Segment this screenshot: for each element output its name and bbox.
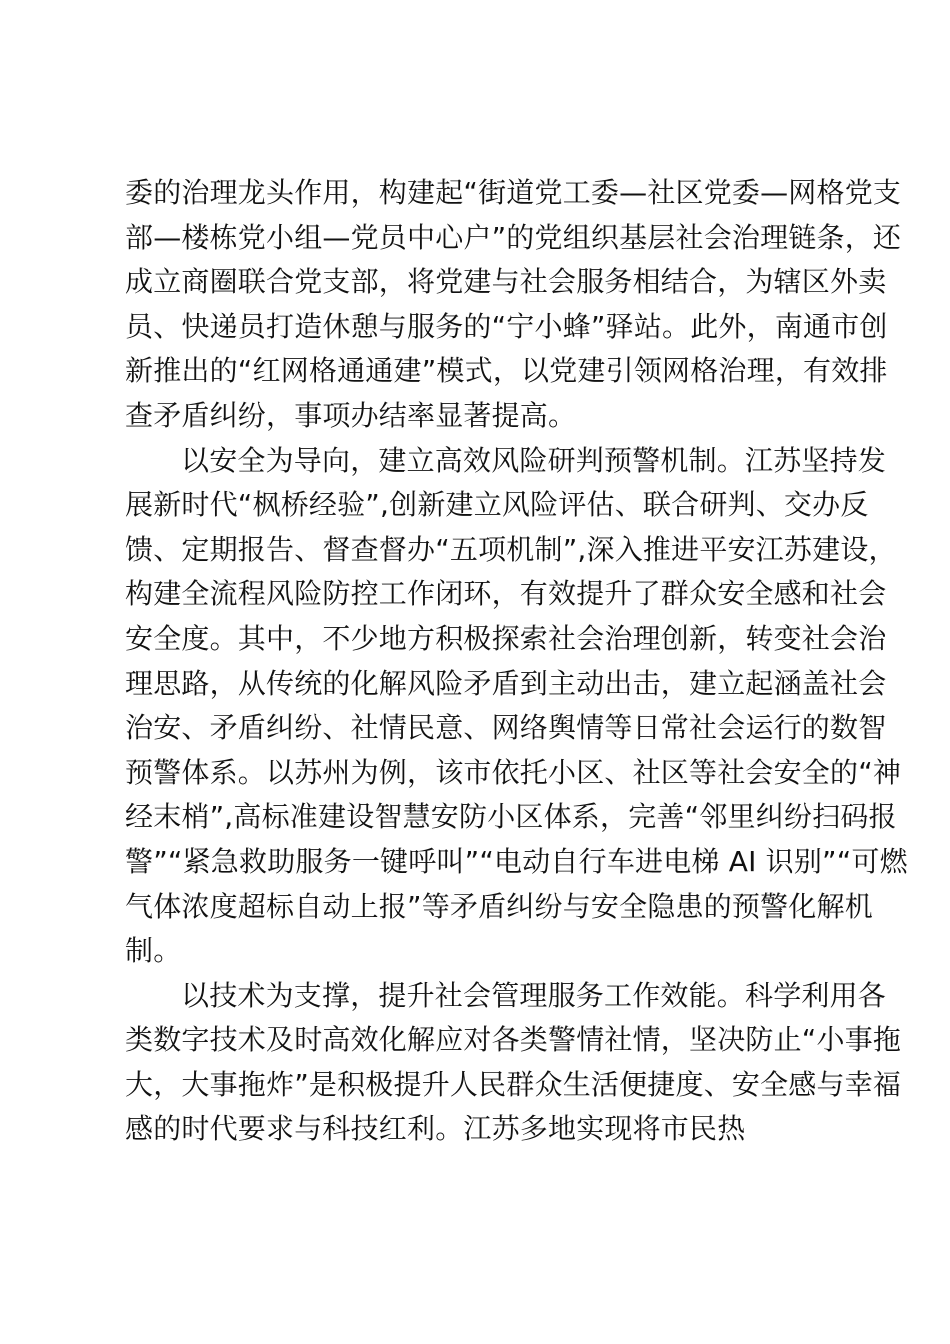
text-line: 以安全为导向，建立高效风险研判预警机制。江苏坚持发 [181,443,887,477]
text-line: 部—楼栋党小组—党员中心户”的党组织基层社会治理链条，还 [125,220,902,254]
text-line: 安全度。其中，不少地方积极探索社会治理创新，转变社会治 [125,621,887,655]
paragraph-technology-support [125,974,902,1152]
text-line: 经末梢”,高标准建设智慧安防小区体系，完善“邻里纠纷扫码报 [125,800,897,834]
text-line: 预警体系。以苏州为例，该市依托小区、社区等社会安全的“神 [125,755,902,789]
text-line: 大，大事拖炸”是积极提升人民群众生活便捷度、安全感与幸福 [125,1067,902,1101]
text-line: 制。 [125,934,182,968]
paragraph-party-governance [125,171,902,439]
text-line: 新推出的“红网格通通建”模式，以党建引领网格治理，有效排 [125,354,888,388]
text-line: 以技术为支撑，提升社会管理服务工作效能。科学利用各 [181,978,887,1012]
text-line: 馈、定期报告、督查督办“五项机制”,深入推进平安江苏建设， [125,532,897,566]
text-line: 查矛盾纠纷，事项办结率显著提高。 [125,398,577,432]
text-line: 类数字技术及时高效化解应对各类警情社情，坚决防止“小事拖 [125,1023,902,1057]
text-line: 员、快递员打造休憩与服务的“宁小蜂”驿站。此外，南通市创 [125,309,888,343]
text-line: 成立商圈联合党支部，将党建与社会服务相结合，为辖区外卖 [125,265,887,299]
document-body [125,171,908,1152]
text-line: 感的时代要求与科技红利。江苏多地实现将市民热 [125,1112,746,1146]
text-line: 气体浓度超标自动上报”等矛盾纠纷与安全隐患的预警化解机 [125,889,873,923]
text-line: 展新时代“枫桥经验”,创新建立风险评估、联合研判、交办反 [125,488,869,522]
text-line: 警”“紧急救助服务一键呼叫”“电动自行车进电梯 AI 识别”“可燃 [125,844,908,878]
text-line: 委的治理龙头作用，构建起“街道党工委—社区党委—网格党支 [125,176,902,209]
paragraph-safety-risk [125,439,908,974]
text-line: 治安、矛盾纠纷、社情民意、网络舆情等日常社会运行的数智 [125,711,887,745]
text-line: 理思路，从传统的化解风险矛盾到主动出击，建立起涵盖社会 [125,666,887,700]
text-line: 构建全流程风险防控工作闭环，有效提升了群众安全感和社会 [125,577,887,611]
